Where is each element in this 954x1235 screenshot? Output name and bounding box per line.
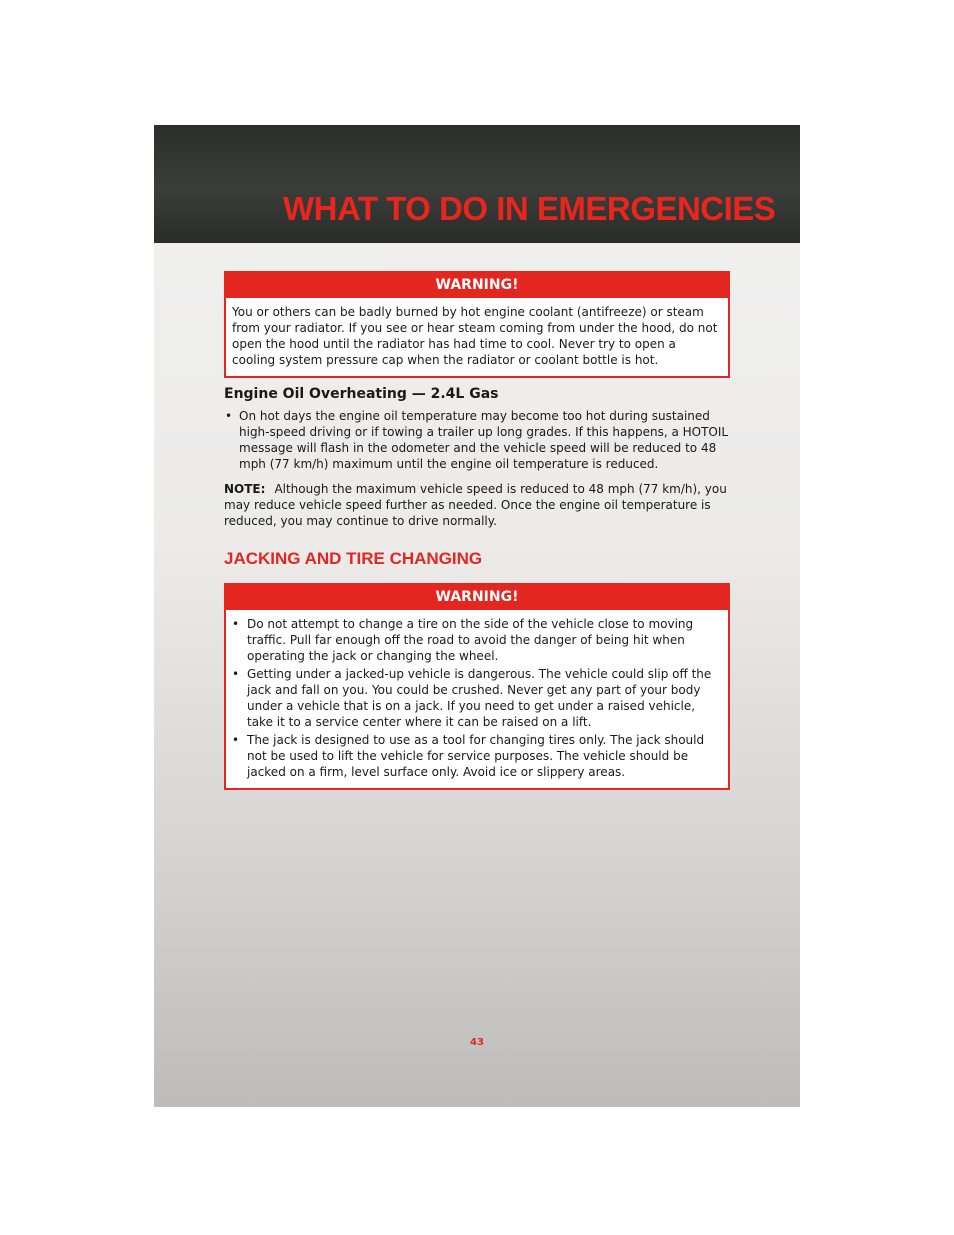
warning-body bbox=[226, 610, 728, 788]
page-number: 43 bbox=[470, 1037, 484, 1048]
list-item: • Do not attempt to change a tire on the side of the vehicle close to moving traffic. Pull far enough off the road to avoid the danger of being hit when operating the jack or changing the wheel. bbox=[226, 616, 722, 664]
warning-text: You or others can be badly burned by hot engine coolant (antifreeze) or steam from your radiator. If you see or hear steam coming from under the hood, do not open the hood until the radiator has had time to cool. Never try to open a cooling system pressure cap when the radiator or coolant bottle is hot. bbox=[232, 305, 718, 367]
header-band bbox=[154, 125, 800, 243]
list-item: • The jack is designed to use as a tool for changing tires only. The jack should not be used to lift the vehicle for service purposes. The vehicle should be jacked on a firm, level surface only. Avoid ice or slippery areas. bbox=[226, 732, 722, 780]
section-heading-oil-overheating: Engine Oil Overheating — 2.4L Gas bbox=[224, 386, 499, 402]
oil-overheating-list bbox=[224, 408, 730, 472]
warning-heading: WARNING! bbox=[226, 273, 728, 298]
page-title: WHAT TO DO IN EMERGENCIES bbox=[283, 190, 776, 227]
page-content bbox=[224, 271, 730, 790]
list-item: • Getting under a jacked-up vehicle is dangerous. The vehicle could slip off the jack and fall on you. You could be crushed. Never get any part of your body under a vehicle that is on a jack. If you need to get under a raised vehicle, take it to a service center where it can be raised on a lift. bbox=[226, 666, 722, 730]
note-label: NOTE: bbox=[224, 482, 266, 496]
warning-box-jacking bbox=[224, 583, 730, 790]
warning-box-coolant bbox=[224, 271, 730, 378]
note-text: Although the maximum vehicle speed is reduced to 48 mph (77 km/h), you may reduce vehicle speed further as needed. Once the engine oil temperature is reduced, you may continue to drive normally. bbox=[224, 482, 727, 528]
warning-list bbox=[226, 616, 722, 780]
manual-page bbox=[154, 125, 800, 1107]
note-paragraph bbox=[224, 481, 730, 529]
section-title-jacking: JACKING AND TIRE CHANGING bbox=[224, 549, 483, 568]
list-item: • On hot days the engine oil temperature may become too hot during sustained high-speed driving or if towing a trailer up long grades. If this happens, a HOTOIL message will flash in the odometer and the vehicle speed will be reduced to 48 mph (77 km/h) maximum until the engine oil temperature is reduced. bbox=[224, 408, 730, 472]
warning-heading: WARNING! bbox=[226, 585, 728, 610]
